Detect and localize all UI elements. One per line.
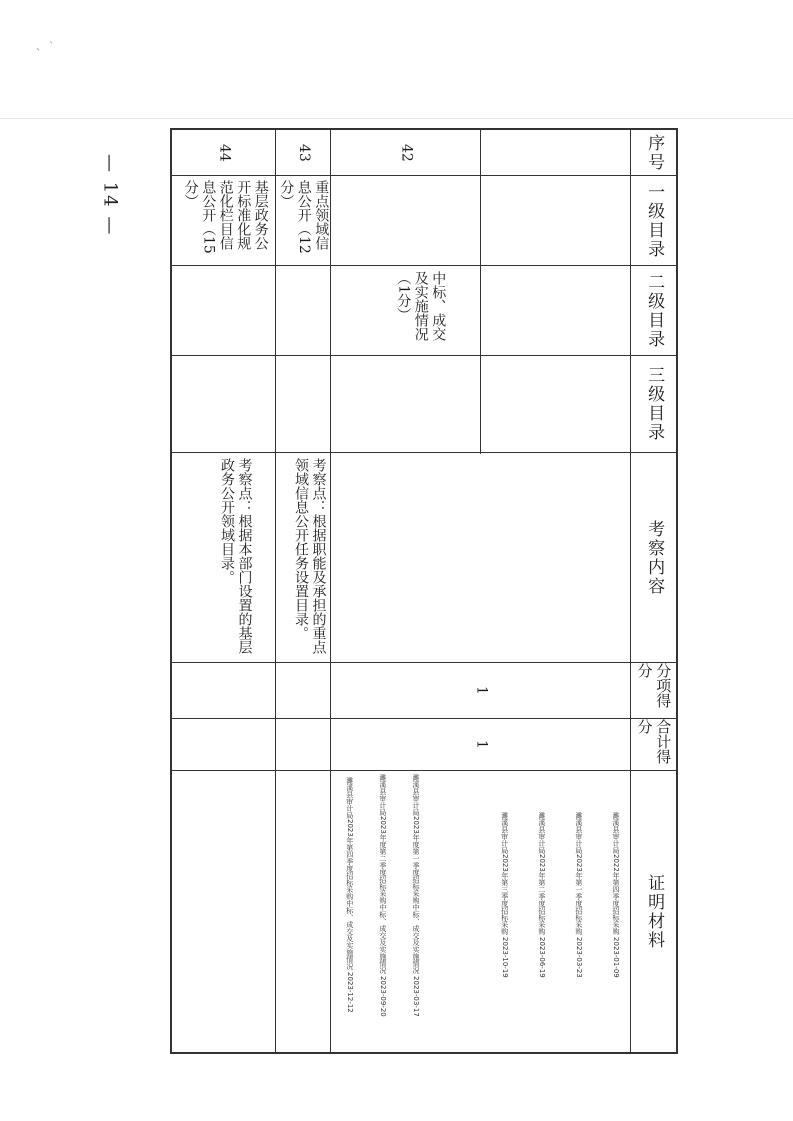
stray-mark: 、 ˋ [36, 42, 55, 53]
row-42-total-score: 1 [473, 740, 490, 749]
evidence-item: 濉溪县审计局2023年第二季度招标采购 2023-06-19 [537, 812, 546, 978]
scan-shadow-line [0, 118, 793, 119]
evidence-item: 濉溪县审计局2023年度第二季度招标采购中标、成交及实施情况 2023-09-20 [378, 773, 387, 1017]
header-level1: 一级目录 [644, 182, 665, 259]
evidence-item: 濉溪县审计局2023年第四季度招标采购中标、成交及实施情况 2023-12-12 [345, 777, 354, 1013]
row-44-level1: 基层政务公开标准化规范化栏目信息公开（15分） [182, 179, 269, 254]
row-43-level1: 重点领域信息公开（12分） [278, 179, 330, 254]
row-44-content: 考察点：根据本部门设置的基层政务公开领域目录。 [219, 457, 253, 654]
header-seq: 序号 [644, 133, 665, 172]
header-content: 考察内容 [644, 519, 665, 596]
evidence-item: 濉溪县审计局2023年第一季度招标采购 2023-03-23 [574, 812, 583, 978]
row-42-level2: 中标、成交及实施情况（1分） [395, 270, 447, 341]
row-42-evidence [500, 775, 620, 1015]
evidence-item: 濉溪县审计局2023年第三季度招标采购 2023-10-19 [500, 812, 509, 978]
row-43-seq: 43 [295, 143, 312, 162]
row-44-seq: 44 [216, 143, 233, 162]
header-sub-score: 分项得分 [635, 663, 673, 708]
header-level3: 三级目录 [644, 366, 665, 442]
evidence-item: 濉溪县审计局2022年第四季度招标采购 2023-01-09 [611, 812, 620, 978]
row-42-sub-score: 1 [473, 686, 490, 695]
row-42-seq: 42 [398, 143, 415, 162]
row-43-content: 考察点：根据职能及承担的重点领域信息公开任务设置目录。 [293, 457, 327, 654]
row-43-evidence [345, 775, 420, 1015]
header-total-score: 合计得分 [635, 719, 673, 764]
header-level2: 二级目录 [644, 272, 665, 349]
evidence-item: 濉溪县审计局2023年度第一季度招标采购中标、成交及实施情况 2023-03-17 [412, 773, 420, 1017]
header-evidence: 证明材料 [644, 873, 665, 950]
page-number: — 14 — [99, 153, 121, 237]
